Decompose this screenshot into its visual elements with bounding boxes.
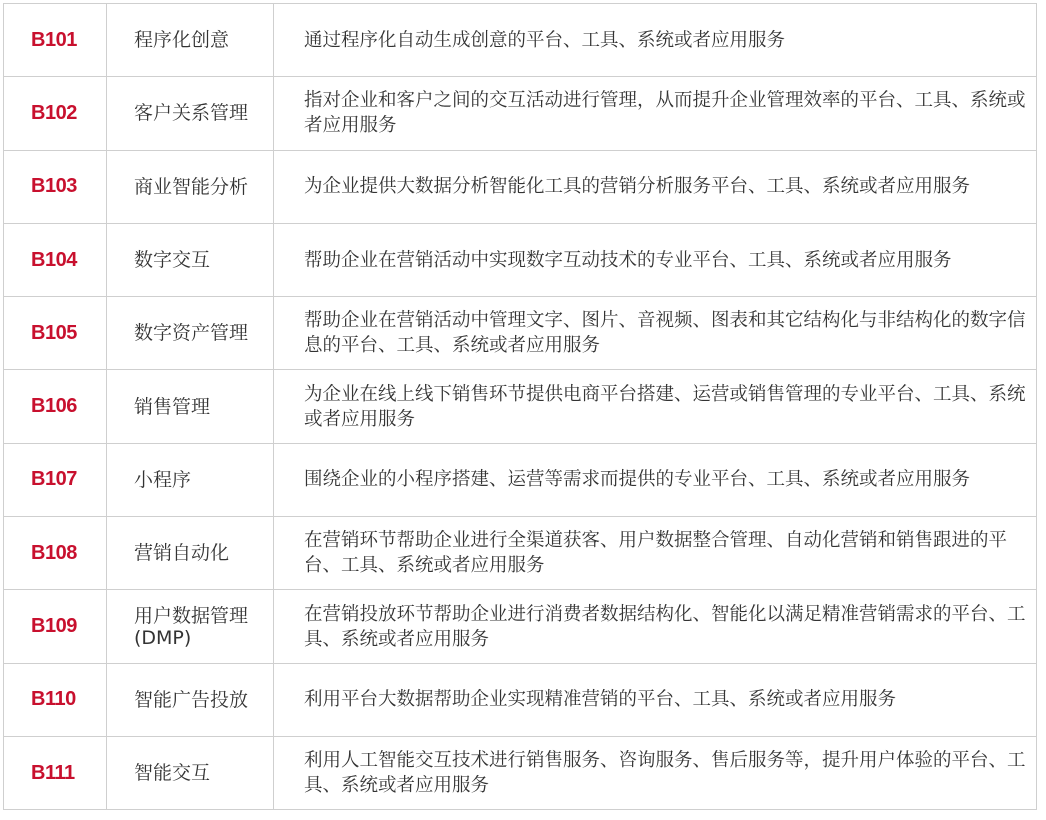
category-code: B106: [4, 370, 107, 443]
table-row: [4, 77, 1037, 150]
category-name: 数字交互: [107, 223, 274, 296]
category-description: 为企业在线上线下销售环节提供电商平台搭建、运营或销售管理的专业平台、工具、系统或者应用服务: [274, 370, 1037, 443]
category-code: B102: [4, 77, 107, 150]
category-name: 小程序: [107, 443, 274, 516]
category-code: B104: [4, 223, 107, 296]
table-row: [4, 443, 1037, 516]
table-row: [4, 297, 1037, 370]
category-description: 为企业提供大数据分析智能化工具的营销分析服务平台、工具、系统或者应用服务: [274, 150, 1037, 223]
table-row: [4, 517, 1037, 590]
category-code: B105: [4, 297, 107, 370]
category-code: B101: [4, 4, 107, 77]
category-description: 在营销环节帮助企业进行全渠道获客、用户数据整合管理、自动化营销和销售跟进的平台、工具、系统或者应用服务: [274, 517, 1037, 590]
category-code: B108: [4, 517, 107, 590]
category-description: 围绕企业的小程序搭建、运营等需求而提供的专业平台、工具、系统或者应用服务: [274, 443, 1037, 516]
category-name: 程序化创意: [107, 4, 274, 77]
category-name: 商业智能分析: [107, 150, 274, 223]
table-row: [4, 223, 1037, 296]
category-code: B110: [4, 663, 107, 736]
table-row: [4, 370, 1037, 443]
category-code: B103: [4, 150, 107, 223]
category-description: 帮助企业在营销活动中管理文字、图片、音视频、图表和其它结构化与非结构化的数字信息的平台、工具、系统或者应用服务: [274, 297, 1037, 370]
category-description: 帮助企业在营销活动中实现数字互动技术的专业平台、工具、系统或者应用服务: [274, 223, 1037, 296]
category-description: 利用平台大数据帮助企业实现精准营销的平台、工具、系统或者应用服务: [274, 663, 1037, 736]
category-name: 智能广告投放: [107, 663, 274, 736]
table-row: [4, 663, 1037, 736]
category-name: 客户关系管理: [107, 77, 274, 150]
category-description: 指对企业和客户之间的交互活动进行管理，从而提升企业管理效率的平台、工具、系统或者应用服务: [274, 77, 1037, 150]
category-description: 在营销投放环节帮助企业进行消费者数据结构化、智能化以满足精准营销需求的平台、工具、系统或者应用服务: [274, 590, 1037, 663]
table-row: [4, 736, 1037, 809]
category-name: 数字资产管理: [107, 297, 274, 370]
category-code: B109: [4, 590, 107, 663]
category-code: B111: [4, 736, 107, 809]
table-row: [4, 4, 1037, 77]
category-name: 用户数据管理(DMP): [107, 590, 274, 663]
category-table: [3, 3, 1037, 810]
table-row: [4, 150, 1037, 223]
category-description: 利用人工智能交互技术进行销售服务、咨询服务、售后服务等，提升用户体验的平台、工具、系统或者应用服务: [274, 736, 1037, 809]
category-description: 通过程序化自动生成创意的平台、工具、系统或者应用服务: [274, 4, 1037, 77]
category-code: B107: [4, 443, 107, 516]
category-name: 智能交互: [107, 736, 274, 809]
category-name: 营销自动化: [107, 517, 274, 590]
category-name: 销售管理: [107, 370, 274, 443]
table-row: [4, 590, 1037, 663]
